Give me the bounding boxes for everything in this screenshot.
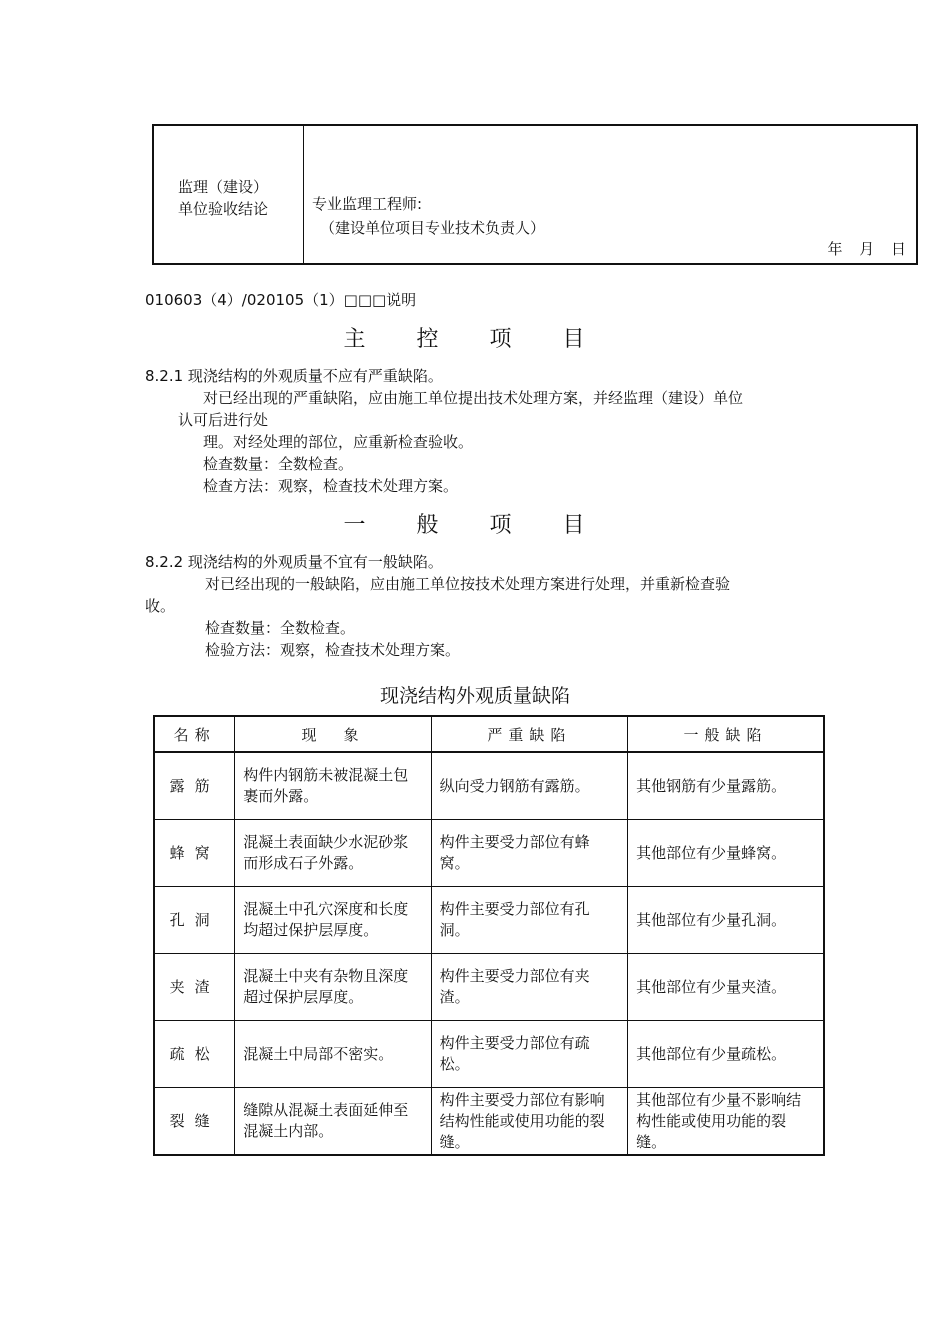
signoff-box [152,124,918,265]
header-phenomenon: 现 象 [235,716,431,752]
general-text-2: 收。 [145,597,176,615]
header-severe: 严重缺陷 [431,716,627,752]
owner-rep-label: （建设单位项目专业技术负责人） [320,219,546,237]
defect-severe: 构件主要受力部位有影响结构性能或使用功能的裂缝。 [431,1088,627,1156]
table-row [154,887,824,954]
table-row [154,1088,824,1156]
main-control-text-1: 对已经出现的严重缺陷，应由施工单位提出技术处理方案，并经监理（建设）单位 [203,389,744,407]
clause-8-2-1: 8.2.1 现浇结构的外观质量不应有严重缺陷。 [145,367,443,385]
main-control-text-2: 认可后进行处 [178,411,269,429]
defect-severe: 纵向受力钢筋有露筋。 [431,752,627,820]
general-heading: 一 般 项 目 [343,513,607,538]
general-qty: 检查数量：全数检查。 [205,619,356,637]
header-name: 名称 [154,716,235,752]
main-control-qty: 检查数量：全数检查。 [203,455,354,473]
defect-general: 其他部位有少量夹渣。 [628,954,824,1021]
defect-name: 露筋 [154,752,235,820]
table-row [154,820,824,887]
main-control-heading: 主 控 项 目 [343,327,607,352]
engineer-label: 专业监理工程师: [312,195,423,213]
signoff-label-line1: 监理（建设） [178,178,269,196]
defect-phenomenon: 混凝土中夹有杂物且深度超过保护层厚度。 [235,954,431,1021]
defect-phenomenon: 混凝土中孔穴深度和长度均超过保护层厚度。 [235,887,431,954]
header-general: 一般缺陷 [628,716,824,752]
section-code: 010603（4）/020105（1）□□□说明 [145,291,417,309]
signoff-date: 年 月 日 [827,240,908,258]
defect-severe: 构件主要受力部位有蜂窝。 [431,820,627,887]
clause-8-2-2: 8.2.2 现浇结构的外观质量不宜有一般缺陷。 [145,553,443,571]
table-header-row [154,716,824,752]
defect-general: 其他钢筋有少量露筋。 [628,752,824,820]
table-title: 现浇结构外观质量缺陷 [379,685,570,707]
defect-name: 疏松 [154,1021,235,1088]
defect-phenomenon: 混凝土表面缺少水泥砂浆而形成石子外露。 [235,820,431,887]
defect-name: 夹渣 [154,954,235,1021]
table-row [154,1021,824,1088]
main-control-method: 检查方法：观察，检查技术处理方案。 [203,477,459,495]
defect-general: 其他部位有少量不影响结构性能或使用功能的裂缝。 [628,1088,824,1156]
main-control-text-3: 理。对经处理的部位，应重新检查验收。 [203,433,474,451]
defect-phenomenon: 构件内钢筋未被混凝土包裹而外露。 [235,752,431,820]
defect-severe: 构件主要受力部位有孔洞。 [431,887,627,954]
table-row [154,752,824,820]
general-text-1: 对已经出现的一般缺陷，应由施工单位按技术处理方案进行处理，并重新检查验 [205,575,731,593]
defects-table [153,715,825,1156]
table-row [154,954,824,1021]
signoff-label-line2: 单位验收结论 [178,200,269,218]
defect-name: 孔洞 [154,887,235,954]
signoff-divider [303,126,304,263]
general-method: 检验方法：观察，检查技术处理方案。 [205,641,461,659]
defect-general: 其他部位有少量蜂窝。 [628,820,824,887]
defect-severe: 构件主要受力部位有疏松。 [431,1021,627,1088]
defect-general: 其他部位有少量孔洞。 [628,887,824,954]
defect-severe: 构件主要受力部位有夹渣。 [431,954,627,1021]
defect-name: 蜂窝 [154,820,235,887]
defect-phenomenon: 混凝土中局部不密实。 [235,1021,431,1088]
defect-phenomenon: 缝隙从混凝土表面延伸至混凝土内部。 [235,1088,431,1156]
defect-name: 裂缝 [154,1088,235,1156]
defect-general: 其他部位有少量疏松。 [628,1021,824,1088]
signoff-label [178,176,268,220]
